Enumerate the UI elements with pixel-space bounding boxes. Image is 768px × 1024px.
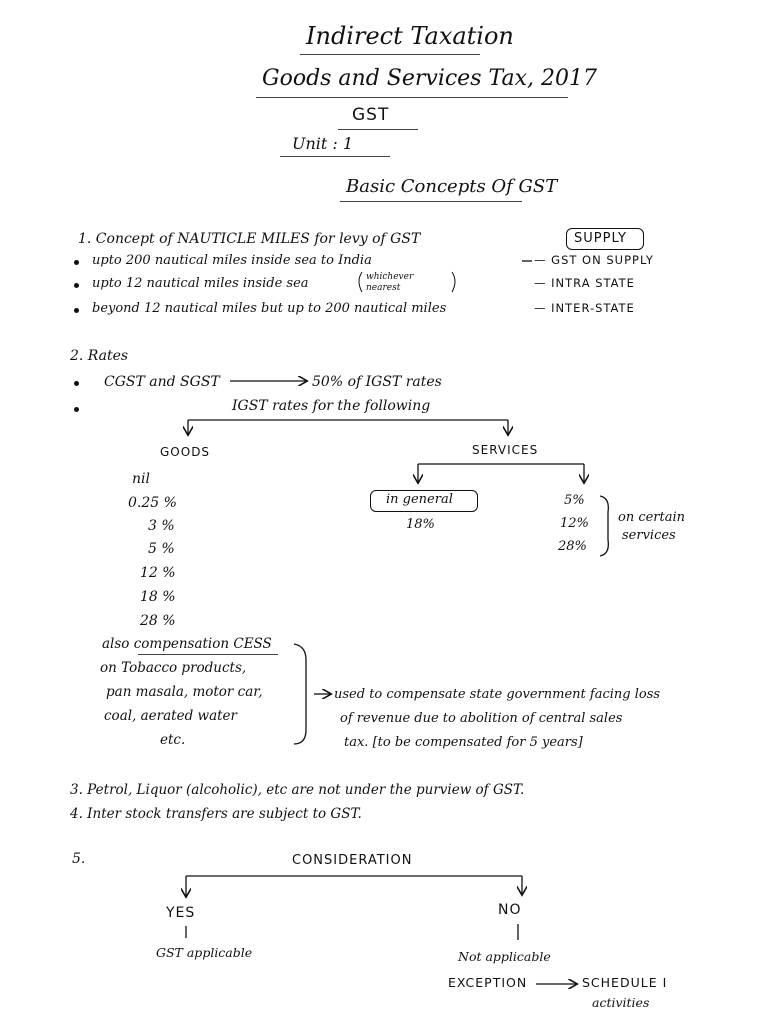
nautical-row-2-right: — INTRA STATE bbox=[534, 276, 635, 290]
section2-heading: 2. Rates bbox=[70, 348, 129, 364]
no-label: NO bbox=[498, 902, 522, 918]
supply-label: SUPPLY bbox=[574, 231, 627, 246]
nautical-row-3-right: — INTER-STATE bbox=[534, 301, 635, 315]
nautical-row-2-left: upto 12 nautical miles inside sea bbox=[92, 276, 309, 291]
exception-label: EXCEPTION bbox=[448, 975, 528, 990]
section5-number: 5. bbox=[72, 851, 86, 867]
nautical-row-1-right: — GST ON SUPPLY bbox=[534, 253, 654, 267]
activities-label: activities bbox=[592, 995, 650, 1010]
goods-rate: 5 % bbox=[148, 541, 175, 557]
goods-rate: 12 % bbox=[140, 565, 176, 581]
cess-line: pan masala, motor car, bbox=[106, 684, 263, 700]
unit-label: Unit : 1 bbox=[292, 134, 354, 153]
cess-line: coal, aerated water bbox=[104, 708, 237, 724]
certain-services-label-2: services bbox=[622, 528, 676, 543]
goods-label: GOODS bbox=[160, 445, 211, 459]
igst-rates-label: IGST rates for the following bbox=[232, 398, 431, 414]
section1-heading: 1. Concept of NAUTICLE MILES for levy of GST bbox=[78, 231, 421, 247]
cgst-sgst-rate: 50% of IGST rates bbox=[312, 374, 442, 390]
cess-note-line: used to compensate state government facing loss bbox=[334, 687, 661, 702]
yes-label: YES bbox=[166, 905, 196, 921]
document-title: Indirect Taxation bbox=[306, 22, 514, 50]
schedule-label: SCHEDULE I bbox=[582, 975, 668, 990]
certain-services-label-1: on certain bbox=[618, 510, 686, 525]
nautical-row-3-left: beyond 12 nautical miles but up to 200 nautical miles bbox=[92, 301, 447, 316]
cgst-sgst-label: CGST and SGST bbox=[104, 374, 220, 390]
nautical-row-1-left: upto 200 nautical miles inside sea to India bbox=[92, 253, 372, 268]
goods-rate: nil bbox=[132, 471, 150, 487]
goods-rate: 3 % bbox=[148, 518, 175, 534]
section3-text: 3. Petrol, Liquor (alcoholic), etc are not under the purview of GST. bbox=[70, 782, 525, 798]
goods-rate: 28 % bbox=[140, 613, 176, 629]
abbr-label: GST bbox=[352, 105, 390, 125]
section4-text: 4. Inter stock transfers are subject to GST. bbox=[70, 806, 362, 822]
in-general-rate: 18% bbox=[406, 517, 435, 532]
in-general-label: in general bbox=[386, 492, 453, 507]
service-rate: 5% bbox=[564, 493, 585, 508]
service-rate: 12% bbox=[560, 516, 589, 531]
goods-rate: 0.25 % bbox=[128, 495, 177, 511]
cess-line: on Tobacco products, bbox=[100, 660, 247, 676]
cess-line: etc. bbox=[160, 732, 186, 748]
cess-line: also compensation CESS bbox=[102, 636, 272, 652]
document-subtitle: Goods and Services Tax, 2017 bbox=[262, 66, 597, 91]
service-rate: 28% bbox=[558, 539, 587, 554]
nautical-row-2-note: whichever nearest bbox=[366, 272, 414, 293]
yes-result: GST applicable bbox=[156, 945, 253, 960]
cess-note-line: tax. [to be compensated for 5 years] bbox=[344, 735, 583, 750]
consideration-label: CONSIDERATION bbox=[292, 853, 413, 868]
goods-rate: 18 % bbox=[140, 589, 176, 605]
cess-note-line: of revenue due to abolition of central sales bbox=[340, 711, 623, 726]
services-label: SERVICES bbox=[472, 443, 539, 457]
topic-heading: Basic Concepts Of GST bbox=[346, 176, 558, 197]
no-result: Not applicable bbox=[458, 949, 551, 964]
